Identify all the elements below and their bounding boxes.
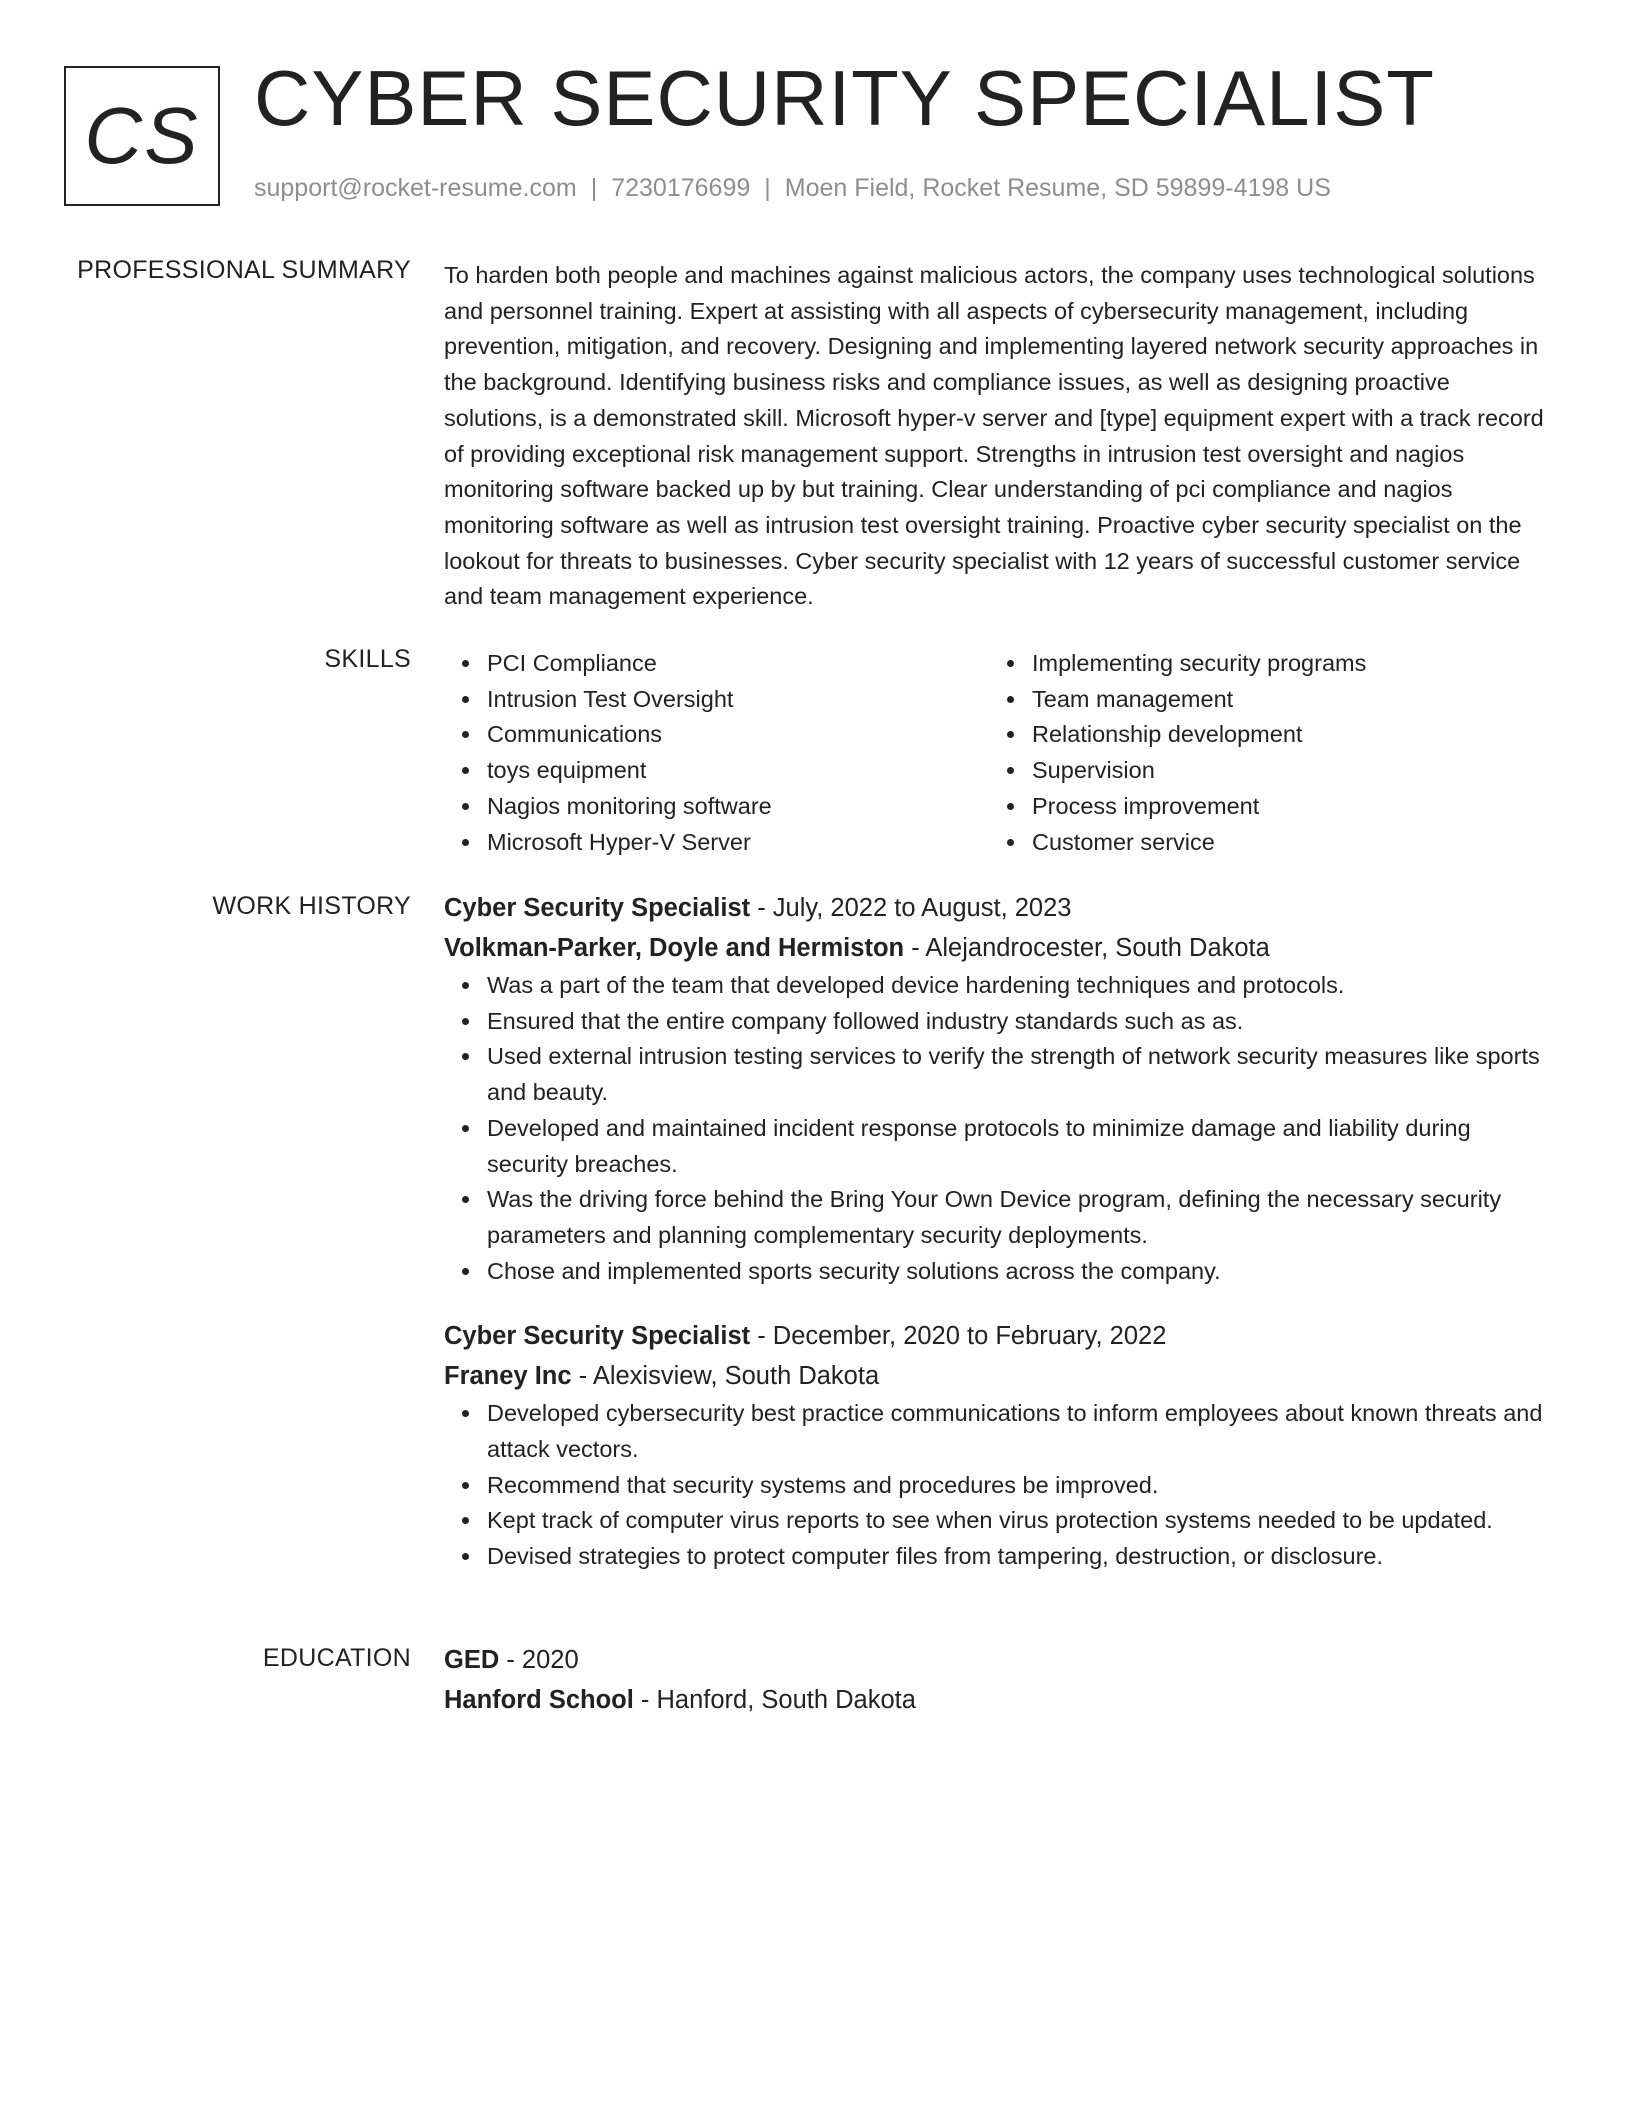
job-title-line bbox=[444, 1316, 1554, 1356]
degree: GED bbox=[444, 1646, 500, 1674]
degree-year: - 2020 bbox=[499, 1646, 579, 1674]
skills-body bbox=[444, 646, 1554, 860]
skill-item: Nagios monitoring software bbox=[487, 789, 989, 825]
contact-line bbox=[254, 174, 1331, 203]
summary-heading: PROFESSIONAL SUMMARY bbox=[77, 256, 411, 284]
skills-column-right bbox=[989, 646, 1534, 860]
contact-separator: | bbox=[764, 174, 771, 202]
job-dates: - December, 2020 to February, 2022 bbox=[750, 1322, 1167, 1351]
contact-separator: | bbox=[590, 174, 598, 202]
skill-item: PCI Compliance bbox=[487, 646, 989, 682]
summary-text: To harden both people and machines against malicious actors, the company uses technological solutions and personnel training. Expert at assisting with all aspects of cybersecurity management, including prevention, mitigation, and recovery. Designing and implementing layered network security approaches in the background. Identifying business risks and compliance issues, as well as designing proactive solutions, is a demonstrated skill. Microsoft hyper-v server and [type] equipment expert with a track record of providing exceptional risk management support. Strengths in intrusion test oversight and nagios monitoring software backed up by but training. Clear understanding of pci compliance and nagios monitoring software as well as intrusion test oversight training. Proactive cyber security specialist on the lookout for threats to businesses. Cyber security specialist with 12 years of successful customer service and team management experience. bbox=[444, 262, 1544, 610]
skill-item: Relationship development bbox=[1032, 717, 1534, 753]
skill-item: Implementing security programs bbox=[1032, 646, 1534, 682]
contact-phone: 7230176699 bbox=[611, 174, 751, 202]
skills-column-left bbox=[444, 646, 989, 860]
job-bullet: Kept track of computer virus reports to see when virus protection systems needed to be updated. bbox=[487, 1503, 1554, 1539]
education-body bbox=[444, 1640, 1554, 1720]
skill-item: Communications bbox=[487, 717, 989, 753]
job-location: - Alejandrocester, South Dakota bbox=[904, 934, 1270, 962]
job-bullet: Devised strategies to protect computer files from tampering, destruction, or disclosure. bbox=[487, 1539, 1554, 1575]
work-history-body bbox=[444, 888, 1554, 1575]
job-bullet: Used external intrusion testing services to verify the strength of network security measures like sports and beauty. bbox=[487, 1039, 1554, 1110]
job-bullets bbox=[444, 1396, 1554, 1575]
job-bullets bbox=[444, 968, 1554, 1289]
job-bullet: Developed cybersecurity best practice communications to inform employees about known threats and attack vectors. bbox=[487, 1396, 1554, 1467]
skill-item: Team management bbox=[1032, 682, 1534, 718]
job-entry bbox=[444, 888, 1554, 1289]
school-line bbox=[444, 1680, 1554, 1720]
job-company-line bbox=[444, 928, 1554, 968]
job-entry bbox=[444, 1316, 1554, 1575]
skill-item: Supervision bbox=[1032, 753, 1534, 789]
skills-heading: SKILLS bbox=[324, 645, 411, 673]
skill-item: Intrusion Test Oversight bbox=[487, 682, 989, 718]
job-bullet: Was the driving force behind the Bring Your Own Device program, defining the necessary security parameters and planning complementary security deployments. bbox=[487, 1182, 1554, 1253]
work-history-heading: WORK HISTORY bbox=[212, 892, 411, 920]
job-company: Volkman-Parker, Doyle and Hermiston bbox=[444, 934, 905, 962]
skill-item: Microsoft Hyper-V Server bbox=[487, 825, 989, 861]
job-bullet: Was a part of the team that developed device hardening techniques and protocols. bbox=[487, 968, 1554, 1004]
job-company-line bbox=[444, 1356, 1554, 1396]
summary-body bbox=[444, 258, 1554, 615]
skill-item: Process improvement bbox=[1032, 789, 1534, 825]
job-bullet: Chose and implemented sports security solutions across the company. bbox=[487, 1254, 1554, 1290]
job-dates: - July, 2022 to August, 2023 bbox=[750, 894, 1072, 922]
contact-email: support@rocket-resume.com bbox=[254, 174, 577, 202]
job-bullet: Developed and maintained incident response protocols to minimize damage and liability during security breaches. bbox=[487, 1111, 1554, 1182]
page-title: CYBER SECURITY SPECIALIST bbox=[254, 54, 1435, 142]
monogram-initials: CS bbox=[64, 66, 220, 206]
job-location: - Alexisview, South Dakota bbox=[571, 1362, 880, 1391]
school-name: Hanford School bbox=[444, 1686, 634, 1714]
job-bullet: Ensured that the entire company followed industry standards such as as. bbox=[487, 1004, 1554, 1040]
job-company: Franey Inc bbox=[444, 1362, 572, 1391]
skill-item: Customer service bbox=[1032, 825, 1534, 861]
contact-address: Moen Field, Rocket Resume, SD 59899-4198 US bbox=[784, 174, 1331, 202]
school-location: - Hanford, South Dakota bbox=[633, 1686, 916, 1714]
education-heading: EDUCATION bbox=[262, 1644, 411, 1672]
job-title: Cyber Security Specialist bbox=[444, 894, 751, 922]
degree-line bbox=[444, 1640, 1554, 1680]
job-title: Cyber Security Specialist bbox=[444, 1322, 751, 1351]
job-bullet: Recommend that security systems and procedures be improved. bbox=[487, 1468, 1554, 1504]
job-title-line bbox=[444, 888, 1554, 928]
skill-item: toys equipment bbox=[487, 753, 989, 789]
